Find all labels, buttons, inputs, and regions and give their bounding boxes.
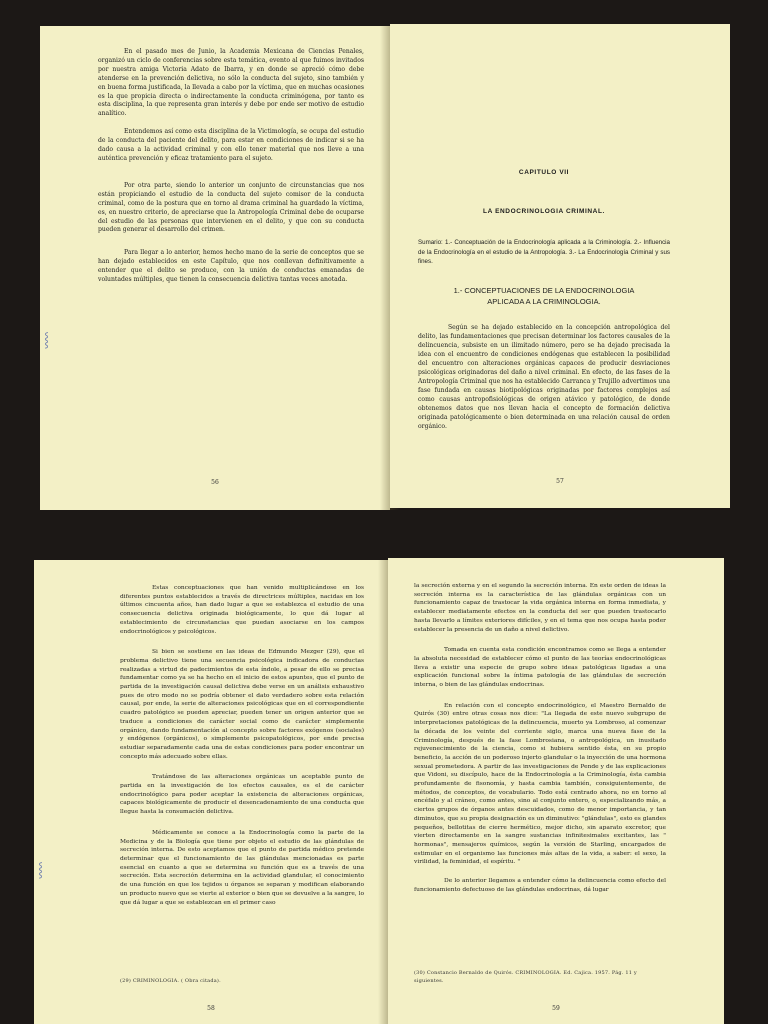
paragraph: Estas conceptuaciones que han venido multiplicándose en los diferentes puntos establecidos a través de directrices múltiples, nacidas en los últimos cincuenta años, han dado lugar a que se establezca el estudio de una consecuencia delictiva originada biológicamente, lo que dá lugar al establecimiento de circunstancias que puedan asociarse en los campos endocrinológicos y psicológicos. [120,585,364,635]
pen-mark-icon: ⸾ [44,332,50,348]
paragraph: En relación con el concepto endocrinológico, el Maestro Bernaldo de Quirós (30) entre otras cosas nos dice: "La llegada de este nuevo subgrupo de interpretaciones patológicas de la delincuencia, muerto ya Lombroso, al comenzar la década de los veinte del corriente siglo, marca una nueva fase de la Criminología, después de la fase Lombrosiana, o antropológica, un inusitado rejuvenecimiento de la ciencia, como si hubiera sentido ésta, en su propio beneficio, la acción de un poderoso injerto glandular o la inyección de una hormona sexual prometedora. A partir de las investigaciones de Pende y de las explicaciones que Vidoni, su discípulo, hace de la Endocrinología a la Criminología, ésta cambia profundamente de fisonomía, y hasta cambia también, consiguientemente, de métodos, de conceptos, de vocabulario. Todo está centrado ahora, no en torno al encéfalo y al cráneo, como antes, sino al conjunto entero, o, especializando más, a ciertos grupos de órganos antes descuidados, como de menor importancia, y tan diminutos, que su propia designación es un diminutivo: "glándulas", esto es glandes pequeños, bellotitas de cierre hermético, mejor dicho, sin aparato excretor, que vierten directamente en la sangre sustancias infinitesimales excitantes, las " hormonas", mensajeros químicos, según la versión de Starling, encargados de estimular en el organismo las funciones más altas de la vida, a saber: el sexo, la virilidad, la feminidad, el espíritu. " [414,702,666,866]
chapter-number: CAPITULO VII [518,169,570,176]
chapter-summary: Sumario: 1.- Conceptuación de la Endocrinología aplicada a la Criminología. 2.- Influencia de la Endocrinología en el estudio de la Antropología. 3.- La Endocrinología Criminal y sus fines. [418,239,670,265]
chapter-title: LA ENDOCRINOLOGIA CRIMINAL. [483,208,605,215]
paragraph: Entendemos así como esta disciplina de la Victimología, se ocupa del estudio de la conducta del paciente del delito, para estar en condiciones de indicar si se ha dado causa a la actividad criminal y con ello tener material que nos lleve a una auténtica prevención y eficaz tratamiento para el sujeto. [98,128,364,162]
paragraph: Para llegar a lo anterior, hemos hecho mano de la serie de conceptos que se han dejado establecidos en este Capítulo, que nos conllevan definitivamente a entender que el delito se produce, con la unión de conductas emanadas de voluntades múltiples, que tienen la consecuencia delictiva tantas veces anotada. [98,249,364,284]
footnote: (30) Constancio Bernaldo de Quirós. CRIMINOLOGIA. Ed. Cajica. 1957. Pág. 11 y siguientes. [414,969,637,985]
page-56 [40,26,390,510]
page-57 [390,24,730,508]
footnote: (29) CRIMINOLOGIA. ( Obra citada). [120,978,221,985]
paragraph: Por otra parte, siendo lo anterior un conjunto de circunstancias que nos están propiciando el estudio de la conducta del sujeto comisor de la conducta criminal, como de la postura que en torno al drama criminal ha guardado la víctima, es, en nuestro criterio, de apreciarse que la Antropología Criminal debe de ocuparse del estudio de las personas que intervienen en el delito, y que con su conducta pueden generar el desarrollo del crimen. [98,181,364,234]
bottom-book-spread [0,530,768,1024]
page-number: 57 [556,478,564,485]
page-59 [388,558,724,1024]
page-number: 58 [207,1005,215,1013]
section-heading-line: 1.- CONCEPTUACIONES DE LA ENDOCRINOLOGIA [453,285,635,295]
section-heading-line: APLICADA A LA CRIMINOLOGIA. [487,296,601,306]
section-heading [438,285,650,307]
paragraph: Según se ha dejado establecido en la concepción antropológica del delito, las fundamentaciones que precisan determinar los factores causales de la delincuencia, subsiste en un ilimitado número, pero se ha dejado precisada la idea con el encuentro de condiciones endógenas que establecen la posibilidad del encuentro con alteraciones orgánicas capaces de producir desviaciones psicológicas originadoras del daño a nivel criminal. En efecto, de las fases de la Antropología Criminal que nos ha establecido Carranca y Trujillo advertimos una fase fundada en causas biotipológicas originadas por factores complejos así como causas antropofisiológicas de origen atávico y patológico, de donde obtenemos datos que nos llevan hacia el concepto de formación delictiva originada patológicamente o bien determinada en una relación causal de orden orgánico. [418,323,670,430]
page-56-body [98,48,364,285]
paragraph: Tratándose de las alteraciones orgánicas un aceptable punto de partida en la investigación de los efectos causales, es el de carácter endocrinológico para poder aceptar la existencia de alteraciones orgánicas, capaces biológicamente de producir el desencadenamiento de una conducta que llegue hasta la consumación delictiva. [120,774,364,816]
paragraph: Médicamente se conoce a la Endocrinología como la parte de la Medicina y de la Biología que tiene por objeto el estudio de las glándulas de secreción interna. De esto aceptamos que el punto de partida médico pretende determinar que el funcionamiento de las glándulas mencionadas es parte esencial en cuanto a que se determina su función que es a través de una secreción. Esta secreción determina en la actividad glandular, el conocimiento de una función en que los tejidos u órganos se separan y modifican elaborando un producto nuevo que se vierte al exterior o bien que se devuelve a la sangre, lo que dá lugar a que se establezcan en el primer caso [120,829,364,906]
page-58 [34,560,388,1024]
page-number: 59 [552,1005,560,1013]
page-59-body [414,582,666,895]
paragraph: la secreción externa y en el segundo la secreción interna. En este orden de ideas la secreción interna es la característica de las glándulas orgánicas con un funcionamiento capaz de trastocar la vida orgánica interna en forma inmediata, y establecer mediatamente efectos en la conducta del ser que pueden trastocarlo hasta llevarlo a límites exteriores difíciles, y en el tema que nos ocupa hasta poder establecer la presencia de un daño a nivel delictivo. [414,583,666,633]
pen-mark-icon: ⸾ [38,862,44,878]
page-number: 56 [211,479,219,487]
paragraph: Si bien se sostiene en las ideas de Edmundo Mezger (29), que el problema delictivo tiene una secuencia psicológica indicadora de conductas realizadas a virtud de padecimientos de esta índole, a pesar de ello se precisa fundamentar como ya se ha hecho en el inicio de estos apuntes, que el punto de partida de la investigación causal delictiva debe verse en un análisis exhaustivo pues de otro modo no se podría obtener el dato verdadero sobre esta relación causal, por ende, la serie de alteraciones psicológicas que en el correspondiente cuadro patológico se pueden apreciar, pueden tener un origen anterior que se traduce a condiciones de carácter social como de carácter simplemente orgánico, dando fundamentación al concepto sobre factores exógenos (sociales) y endógenos (orgánicos), o simplemente psicopatológicos, por ende precisa estudiar separadamente cada una de estas condiciones para poder encontrar un concepto más adecuado sobre ellas. [120,649,364,760]
paragraph: De lo anterior llegamos a entender cómo la delincuencia como efecto del funcionamiento defectuoso de las glándulas endocrinas, dá lugar [414,878,666,893]
paragraph: Tomada en cuenta esta condición encontramos como se llega a entender la absoluta necesidad de establecer cómo el punto de las teorías endocrinológicas lleva a existir una especie de grupo sobre ideas patológicas ligadas a una explicación funcional sobre la íntima patología de las glándulas de secreción interna, o bien de las glándulas endocrinas. [414,647,666,689]
page-58-body [120,584,364,907]
paragraph: En el pasado mes de Junio, la Academia Mexicana de Ciencias Penales, organizó un ciclo de conferencias sobre esta temática, evento al que fuimos invitados por nuestra amiga Victoria Adato de Ibarra, y en donde se apreció cómo debe atenderse en la prevención delictiva, no sólo la conducta del sujeto, sino también y en buena forma justificada, la llevada a cabo por la víctima, que en muchas ocasiones es la que propicia directa o indirectamente la conducta criminógena, por tanto es esta disciplina, la que representa gran interés y debe por ende ser motivo de estudio analítico. [98,48,364,118]
